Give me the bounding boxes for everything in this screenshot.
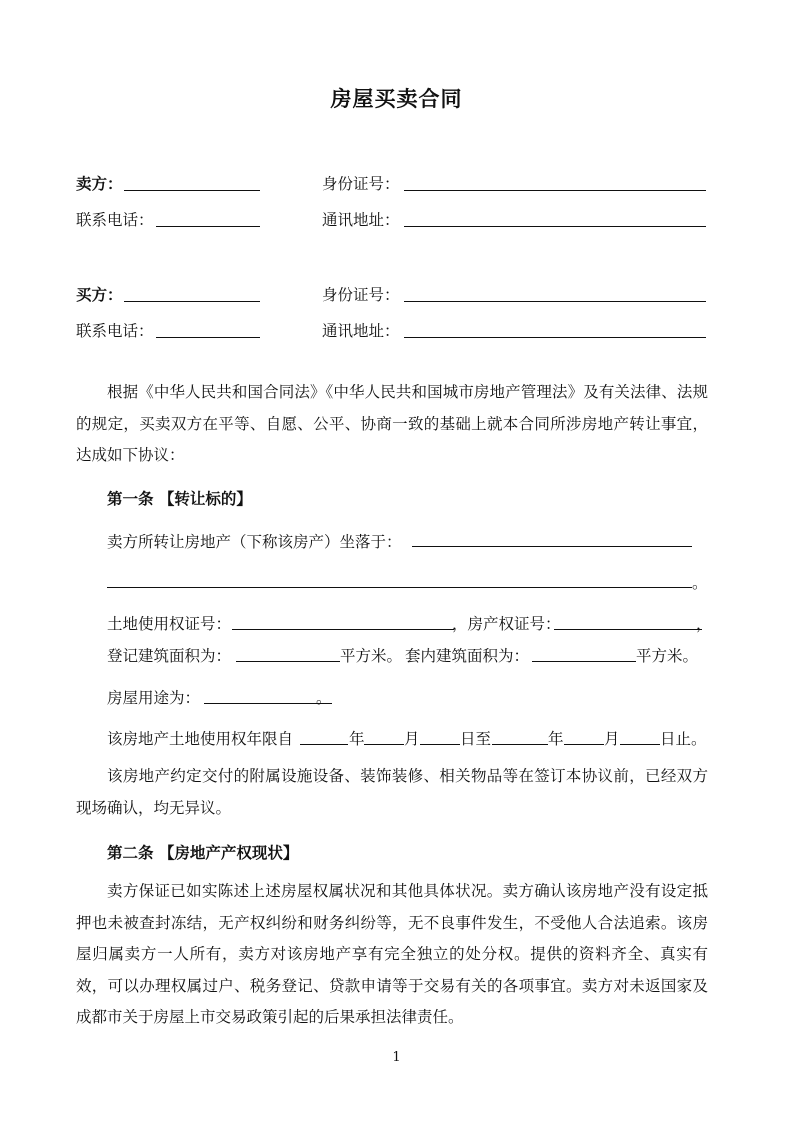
buyer-id-field[interactable] (404, 301, 706, 302)
land-cert-label: 土地使用权证号： (107, 615, 232, 633)
seller-address-label: 通讯地址： (322, 211, 400, 229)
buyer-label: 买方： (76, 286, 123, 304)
buyer-phone-label: 联系电话： (76, 322, 154, 340)
seller-name-field[interactable] (124, 190, 260, 191)
article2-paragraph: 卖方保证已如实陈述上述房屋权属状况和其他具体状况。卖方确认该房地产没有设定抵押也未被查封冻结，无产权纠纷和财务纠纷等，无不良事件发生，不受他人合法追索。该房屋归属卖方一人所有，卖方对该房地产享有完全独立的处分权。提供的资料齐全、真实有效，可以办理权属过户、税务登记、贷款申请等于交易有关的各项事宜。卖方对未返国家及成都市关于房屋上市交易政策引起的后果承担法律责任。 (76, 882, 708, 1027)
term-prefix: 该房地产土地使用权年限自 (107, 730, 294, 748)
end-year-field[interactable] (492, 744, 548, 745)
inner-area-field[interactable] (532, 661, 636, 662)
usage-end: 。 (316, 689, 332, 707)
seller-id-field[interactable] (404, 190, 706, 191)
property-cert-end: ， (696, 615, 712, 633)
seller-label: 卖方： (76, 175, 123, 193)
seller-phone-label: 联系电话： (76, 211, 154, 229)
page-number: 1 (392, 1050, 401, 1065)
location-end: 。 (692, 574, 708, 592)
end-month-field[interactable] (564, 744, 604, 745)
intro-paragraph: 根据《中华人民共和国合同法》《中华人民共和国城市房地产管理法》及有关法律、法规的规定，买卖双方在平等、自愿、公平、协商一致的基础上就本合同所涉房地产转让事宜，达成如下协议： (76, 383, 708, 465)
seller-address-field[interactable] (404, 226, 706, 227)
inner-area-label: 套内建筑面积为： (405, 647, 530, 665)
article1-heading: 第一条 【转让标的】 (107, 490, 252, 508)
end-month-unit: 月 (604, 730, 620, 748)
day-to: 日至 (460, 730, 492, 748)
area-field[interactable] (236, 661, 340, 662)
document-title: 房屋买卖合同 (330, 87, 463, 111)
area-label: 登记建筑面积为： (107, 647, 232, 665)
property-cert-field[interactable] (554, 629, 702, 630)
property-cert-label: ，房产权证号： (452, 615, 561, 633)
start-day-field[interactable] (420, 744, 460, 745)
end-day-field[interactable] (620, 744, 660, 745)
location-field-2[interactable] (107, 587, 692, 588)
buyer-address-label: 通讯地址： (322, 322, 400, 340)
day-end: 日止。 (660, 730, 707, 748)
start-year-field[interactable] (300, 744, 348, 745)
buyer-address-field[interactable] (404, 337, 706, 338)
location-label: 卖方所转让房地产（下称该房产）坐落于： (107, 533, 402, 551)
article2-heading: 第二条 【房地产产权现状】 (107, 844, 299, 862)
seller-id-label: 身份证号： (322, 175, 400, 193)
area-unit: 平方米。 (340, 647, 403, 665)
usage-label: 房屋用途为： (107, 689, 201, 707)
seller-phone-field[interactable] (156, 226, 260, 227)
start-month-field[interactable] (364, 744, 404, 745)
inner-area-unit: 平方米。 (636, 647, 699, 665)
location-field-1[interactable] (412, 546, 692, 547)
facilities-paragraph: 该房地产约定交付的附属设施设备、装饰装修、相关物品等在签订本协议前，已经双方现场确认，均无异议。 (76, 767, 708, 817)
buyer-phone-field[interactable] (156, 337, 260, 338)
usage-field[interactable] (204, 703, 332, 704)
land-cert-field[interactable] (232, 629, 454, 630)
start-month-unit: 月 (404, 730, 420, 748)
start-year-unit: 年 (349, 730, 365, 748)
end-year-unit: 年 (548, 730, 564, 748)
buyer-name-field[interactable] (124, 301, 260, 302)
buyer-id-label: 身份证号： (322, 286, 400, 304)
